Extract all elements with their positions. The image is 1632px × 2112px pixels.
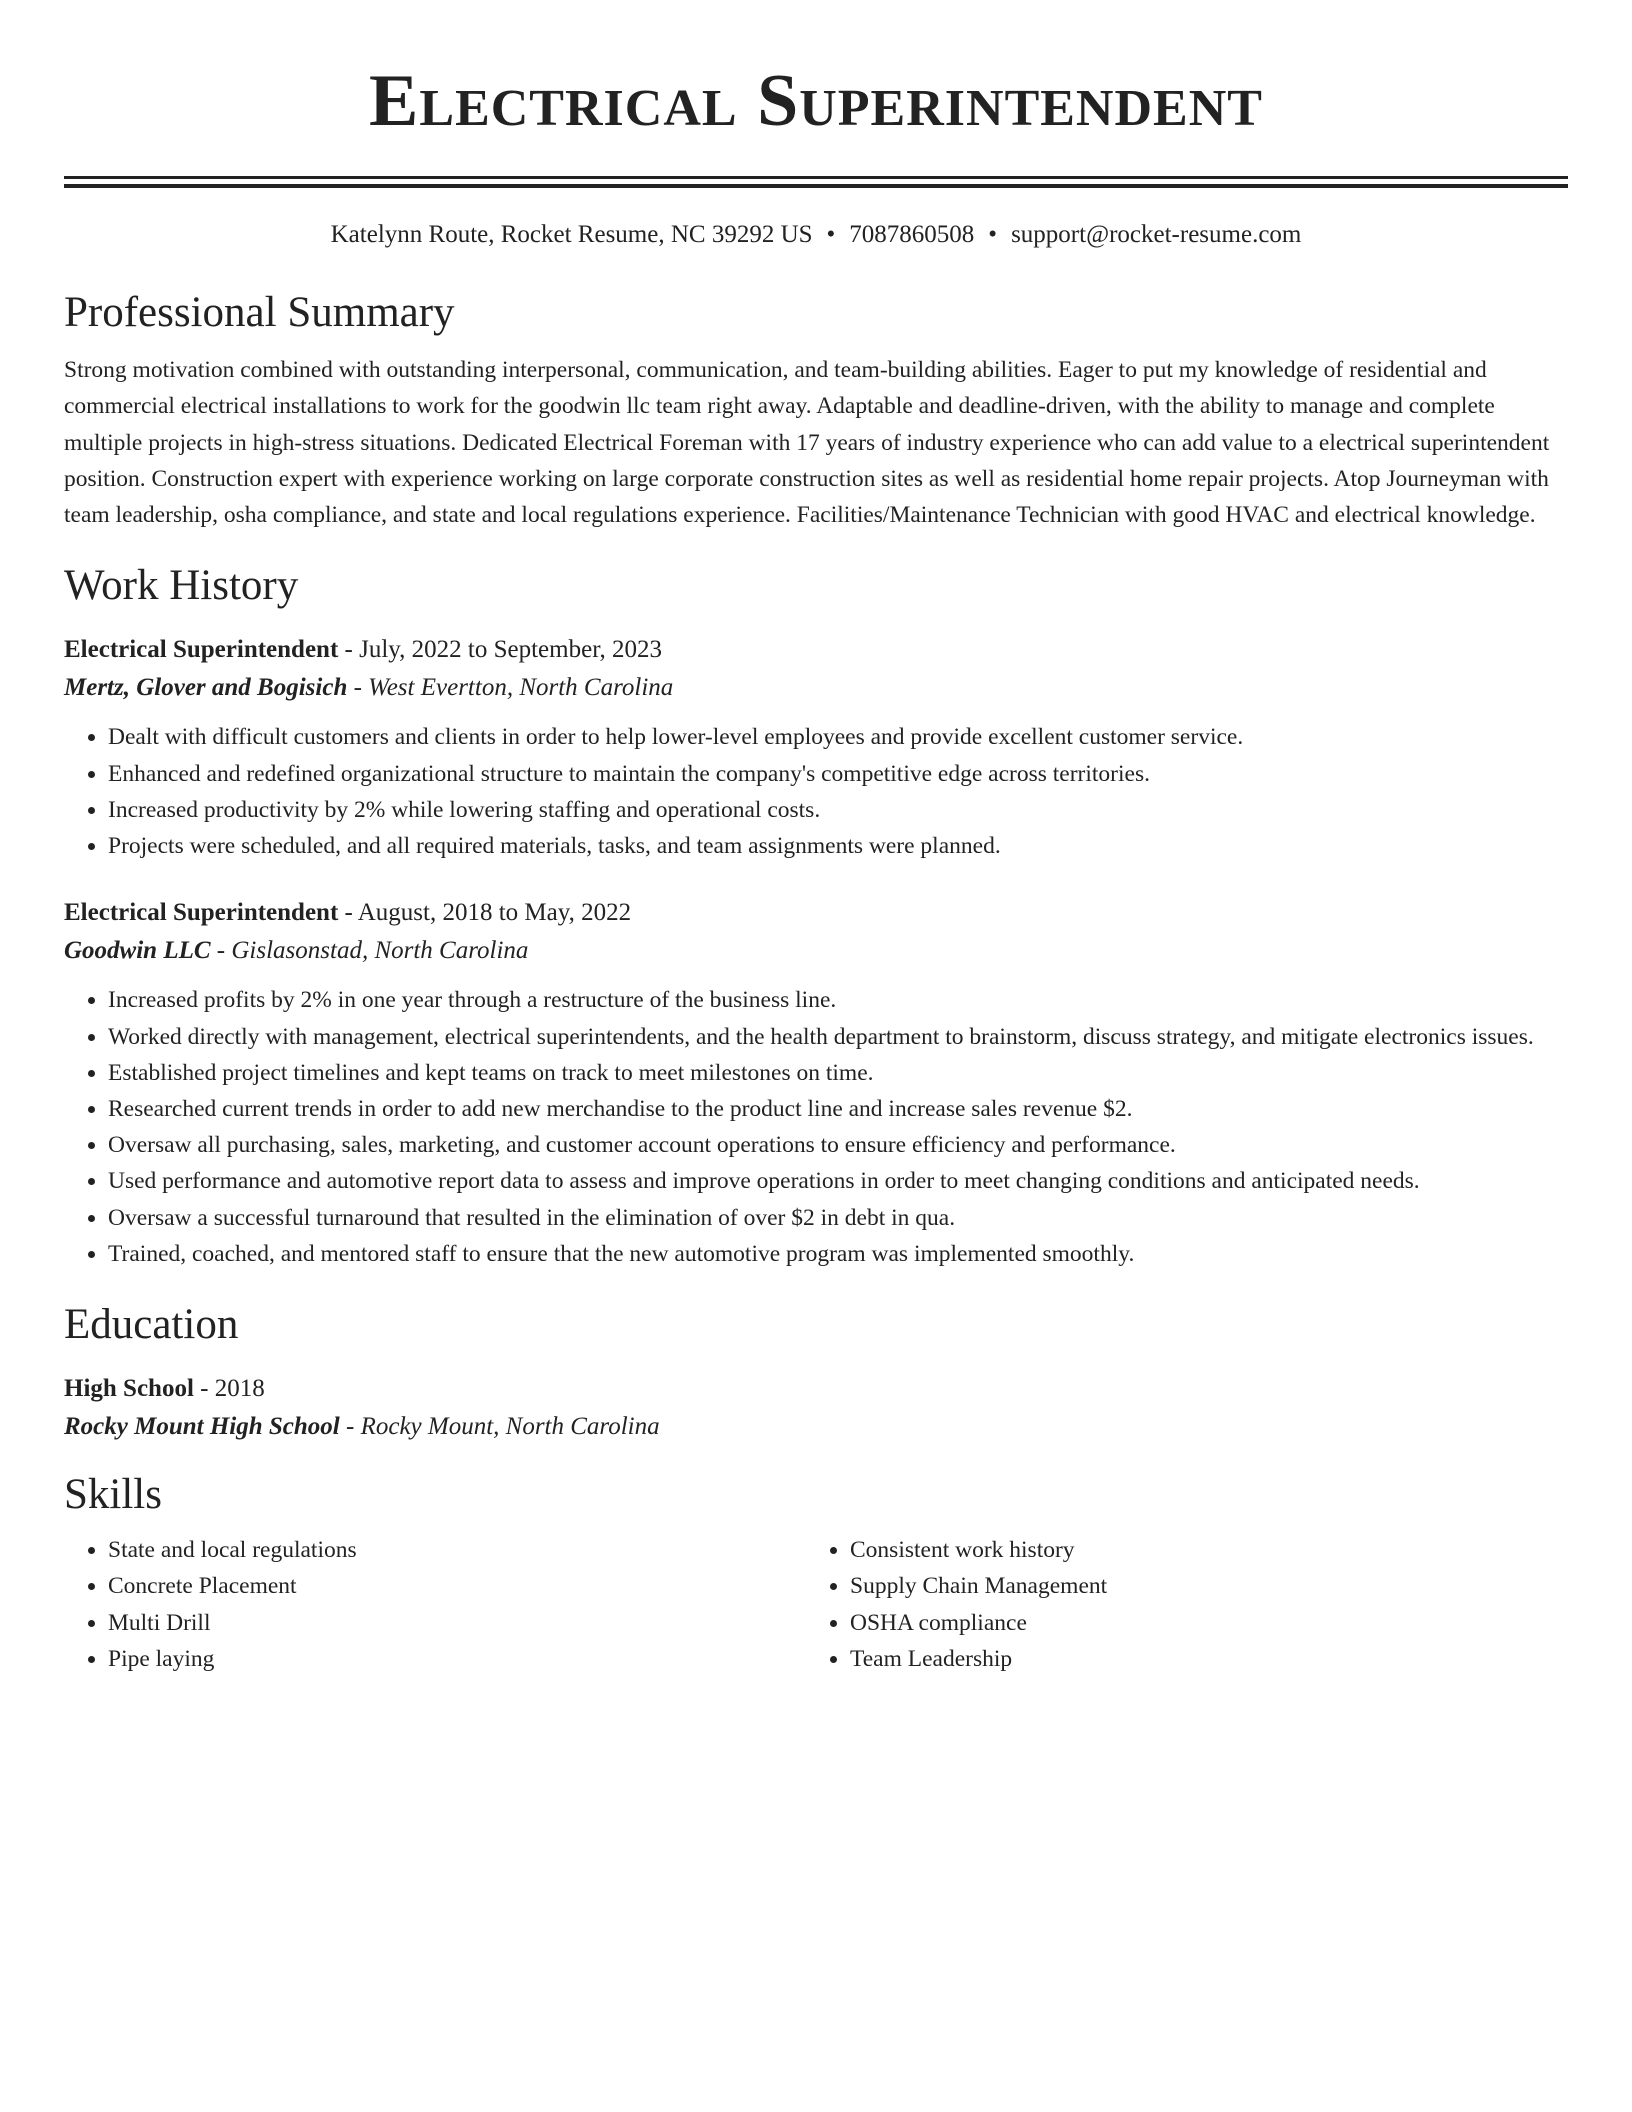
skill-item: • Team Leadership <box>850 1641 1548 1677</box>
education-degree-line <box>64 1370 1568 1408</box>
job-company: Goodwin LLC <box>64 937 211 965</box>
skill-item: • Pipe laying <box>108 1641 806 1677</box>
job-title-line <box>64 894 1568 932</box>
skill-item: • Concrete Placement <box>108 1568 806 1604</box>
education-location: - Rocky Mount, North Carolina <box>339 1412 660 1440</box>
skills-column-left <box>64 1532 806 1678</box>
job-bullet: • Projects were scheduled, and all required materials, tasks, and team assignments were planned. <box>108 828 1568 864</box>
job-bullet: • Oversaw a successful turnaround that resulted in the elimination of over $2 in debt in qua. <box>108 1200 1568 1236</box>
education-degree: High School <box>64 1374 194 1402</box>
header-double-rule <box>64 176 1568 188</box>
contact-phone: 7087860508 <box>849 221 975 248</box>
job-title-line <box>64 631 1568 669</box>
education-school: Rocky Mount High School <box>64 1412 340 1440</box>
contact-separator: • <box>988 221 998 248</box>
education-entry <box>64 1370 1568 1446</box>
education-school-line <box>64 1408 1568 1446</box>
resume-name: Electrical Superintendent <box>369 60 1263 142</box>
skill-item: • Consistent work history <box>850 1532 1548 1568</box>
summary-text: Strong motivation combined with outstanding interpersonal, communication, and team-building abilities. Eager to put my knowledge of residential and commercial electrical installations to work for the goodwin llc team right away. Adaptable and deadline-driven, with the ability to manage and complete multiple projects in high-stress situations. Dedicated Electrical Foreman with 17 years of industry experience who can add value to a electrical superintendent position. Construction expert with experience working on large corporate construction sites as well as residential home repair projects. Atop Journeyman with team leadership, osha compliance, and state and local regulations experience. Facilities/Maintenance Technician with good HVAC and electrical knowledge. <box>64 357 1550 529</box>
contact-separator: • <box>826 221 836 248</box>
job-location: - Gislasonstad, North Carolina <box>210 937 529 965</box>
job-dates: - July, 2022 to September, 2023 <box>338 636 663 664</box>
job-location: - West Evertton, North Carolina <box>347 674 674 702</box>
contact-email: support@rocket-resume.com <box>1011 221 1302 248</box>
job-entry <box>64 631 1568 864</box>
skill-item: • Multi Drill <box>108 1605 806 1641</box>
job-dates: - August, 2018 to May, 2022 <box>338 899 632 927</box>
contact-address: Katelynn Route, Rocket Resume, NC 39292 US <box>330 221 813 248</box>
job-company-line <box>64 932 1568 970</box>
job-company: Mertz, Glover and Bogisich <box>64 674 348 702</box>
skill-item: • State and local regulations <box>108 1532 806 1568</box>
section-title-work-history: Work History <box>64 562 299 610</box>
section-title-skills: Skills <box>64 1470 162 1518</box>
job-role: Electrical Superintendent <box>64 636 339 664</box>
education-year: - 2018 <box>193 1374 265 1402</box>
job-bullet: • Enhanced and redefined organizational structure to maintain the company's competitive edge across territories. <box>108 756 1568 792</box>
contact-line <box>64 218 1568 252</box>
job-bullets <box>64 982 1568 1272</box>
job-bullet: • Used performance and automotive report data to assess and improve operations in order to meet changing conditions and anticipated needs. <box>108 1163 1568 1199</box>
skills-column-right <box>806 1532 1548 1678</box>
job-bullet: • Increased productivity by 2% while lowering staffing and operational costs. <box>108 792 1568 828</box>
job-bullet: • Worked directly with management, electrical superintendents, and the health department to brainstorm, discuss strategy, and mitigate electronics issues. <box>108 1019 1568 1055</box>
skills-grid <box>64 1532 1568 1678</box>
job-bullet: • Dealt with difficult customers and clients in order to help lower-level employees and provide excellent customer service. <box>108 719 1568 755</box>
job-role: Electrical Superintendent <box>64 899 339 927</box>
job-company-line <box>64 669 1568 707</box>
section-title-education: Education <box>64 1300 239 1348</box>
job-bullet: • Oversaw all purchasing, sales, marketing, and customer account operations to ensure efficiency and performance. <box>108 1127 1568 1163</box>
job-bullet: • Increased profits by 2% in one year through a restructure of the business line. <box>108 982 1568 1018</box>
job-bullet: • Established project timelines and kept teams on track to meet milestones on time. <box>108 1055 1568 1091</box>
job-bullets <box>64 719 1568 864</box>
job-entry <box>64 894 1568 1272</box>
skill-item: • OSHA compliance <box>850 1605 1548 1641</box>
section-title-summary: Professional Summary <box>64 289 455 336</box>
job-bullet: • Researched current trends in order to add new merchandise to the product line and increase sales revenue $2. <box>108 1091 1568 1127</box>
skill-item: • Supply Chain Management <box>850 1568 1548 1604</box>
job-bullet: • Trained, coached, and mentored staff to ensure that the new automotive program was implemented smoothly. <box>108 1236 1568 1272</box>
